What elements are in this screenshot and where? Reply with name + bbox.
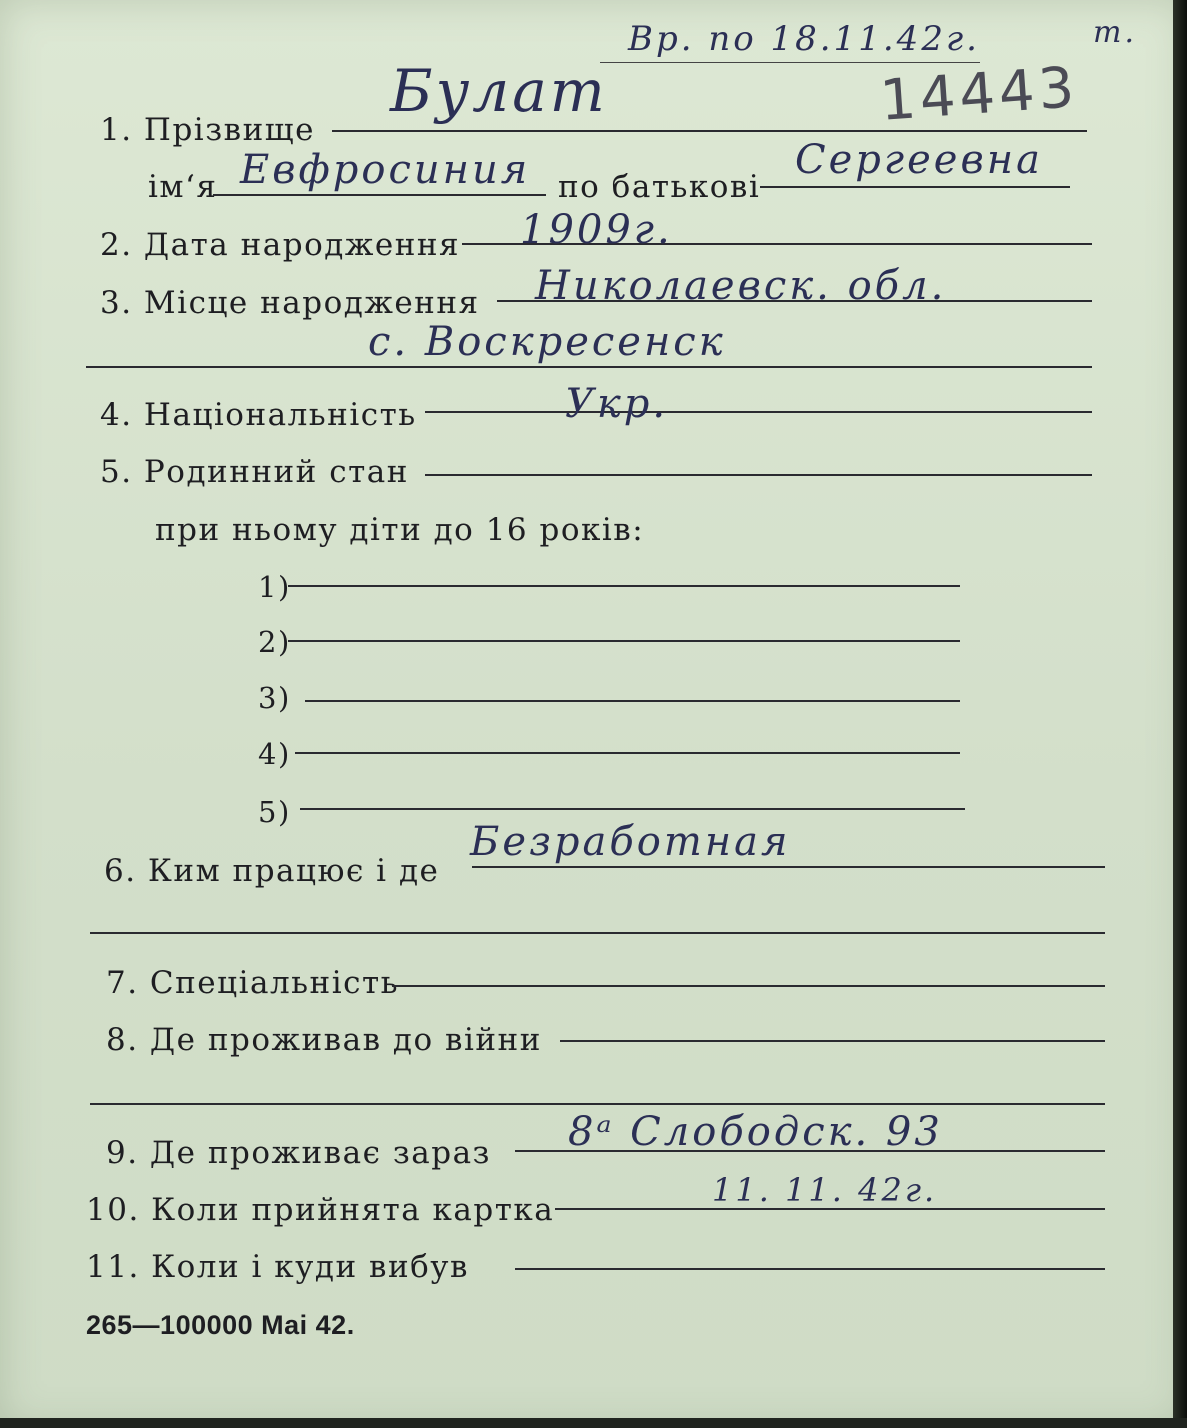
work-label: 6. Ким працює і де: [104, 853, 440, 889]
departed-label: 11. Коли і куди вибув: [86, 1249, 469, 1285]
child-5-label: 5): [258, 795, 291, 829]
accepted-label: 10. Коли прийнята картка: [86, 1192, 555, 1228]
specialty-label: 7. Спеціальність: [106, 965, 400, 1001]
pencil-card-number: 14443: [877, 55, 1081, 134]
child-1-line: [288, 585, 960, 587]
specialty-line: [392, 985, 1105, 987]
print-code: 265—100000 Mai 42.: [86, 1310, 355, 1340]
work-value: Безработная: [470, 819, 791, 865]
birthplace-line-2: [86, 366, 1092, 368]
birthplace-value-1: Николаевск. обл.: [535, 263, 947, 309]
prewar-label: 8. Де проживав до війни: [106, 1022, 542, 1058]
child-3-line: [305, 700, 960, 702]
header-pen-note: Вр. по 18.11.42г.: [628, 19, 980, 59]
work-line-1: [472, 866, 1105, 868]
birthdate-label: 2. Дата народження: [100, 227, 461, 263]
header-note-underline: [600, 62, 980, 63]
child-2-line: [288, 640, 960, 642]
child-3-label: 3): [258, 681, 291, 715]
child-1-label: 1): [258, 570, 291, 604]
birthplace-label: 3. Місце народження: [100, 285, 480, 321]
nationality-line: [425, 411, 1092, 413]
current-label: 9. Де проживає зараз: [106, 1135, 491, 1171]
child-5-line: [300, 808, 965, 810]
marital-line: [425, 474, 1092, 476]
child-4-label: 4): [258, 737, 291, 771]
surname-line: [332, 130, 1087, 132]
patronymic-label: по батькові: [558, 169, 761, 205]
child-4-line: [295, 752, 960, 754]
work-line-2: [90, 932, 1105, 934]
surname-label: 1. Прізвище: [100, 112, 315, 148]
nationality-value: Укр.: [565, 381, 669, 427]
name-label: ім‘я: [148, 169, 218, 205]
departed-line: [515, 1268, 1105, 1270]
marital-label: 5. Родинний стан: [100, 454, 409, 490]
nationality-label: 4. Національність: [100, 397, 417, 433]
prewar-line-1: [560, 1040, 1105, 1042]
birthplace-value-2: с. Воскресенск: [368, 319, 726, 365]
patronymic-value: Сергеевна: [795, 137, 1043, 183]
card-bottom-edge: [0, 1418, 1187, 1428]
card-edge-shadow: [1173, 0, 1187, 1428]
name-value: Евфросиния: [240, 147, 531, 193]
header-pen-mark: т.: [1093, 15, 1137, 50]
name-line: [213, 194, 546, 196]
accepted-value: 11. 11. 42г.: [712, 1171, 938, 1209]
child-2-label: 2): [258, 625, 291, 659]
patronymic-line: [760, 186, 1070, 188]
children-label: при ньому діти до 16 років:: [155, 512, 645, 548]
surname-value: Булат: [390, 57, 608, 125]
prewar-line-2: [90, 1103, 1105, 1105]
current-value: 8ᵃ Слободск. 93: [568, 1109, 943, 1155]
birthdate-value: 1909г.: [520, 207, 673, 253]
